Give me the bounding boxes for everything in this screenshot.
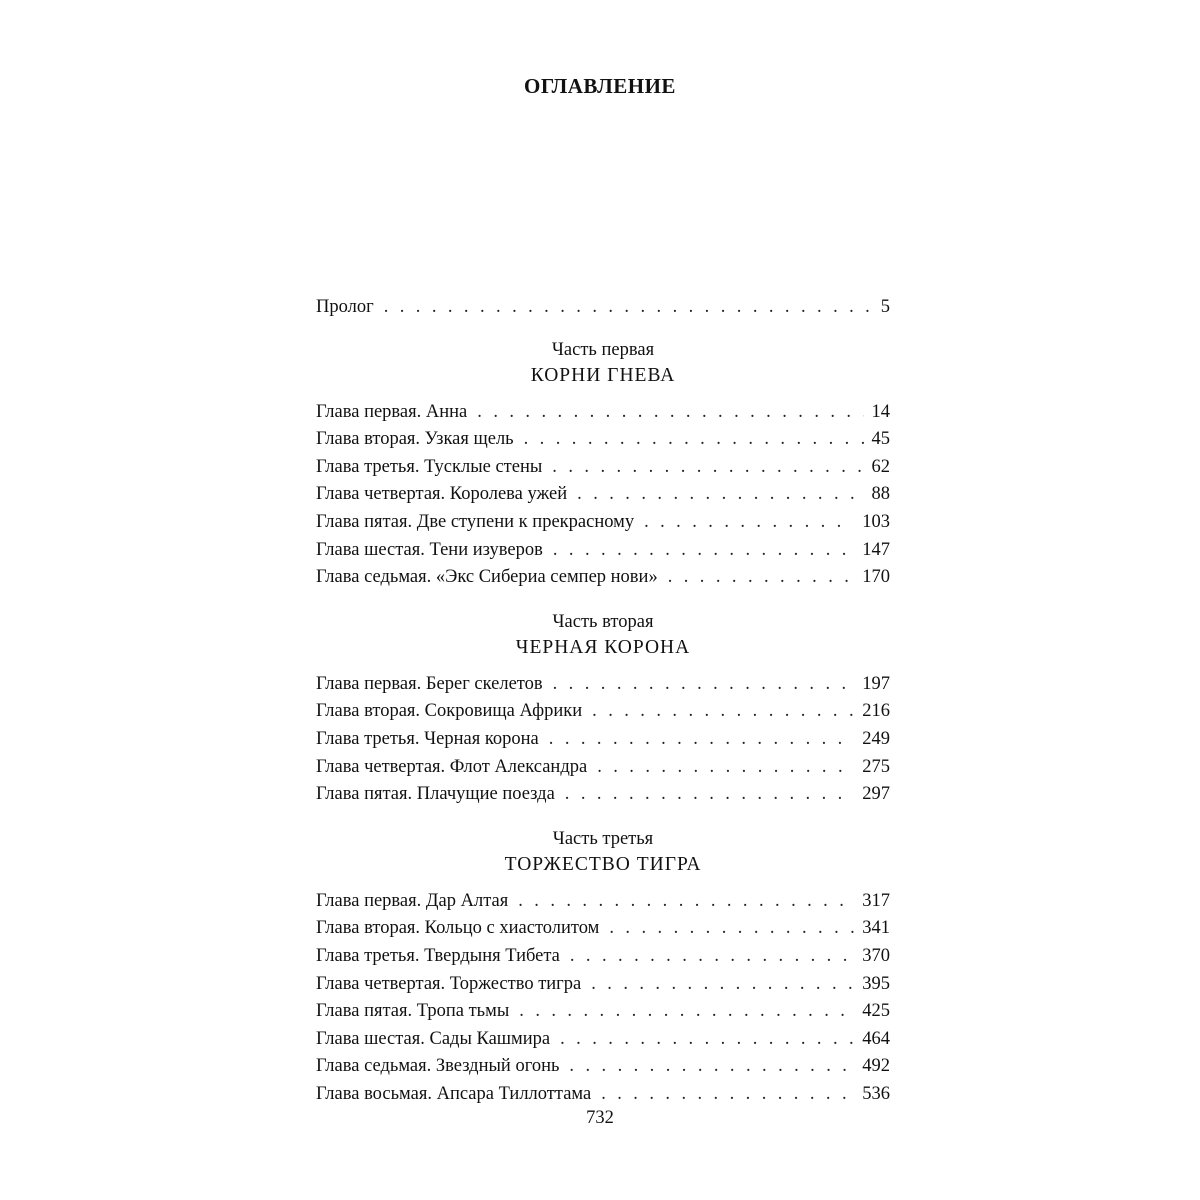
toc-entry-label: Глава седьмая. «Экс Сибериа семпер нови»: [316, 567, 658, 588]
toc-entry-page: 45: [871, 429, 890, 450]
toc-entry-page: 147: [862, 539, 890, 560]
toc-entry-label: Глава восьмая. Апсара Тиллоттама: [316, 1083, 592, 1104]
toc-entry-label: Глава четвертая. Королева ужей: [316, 484, 568, 505]
toc-entry: [316, 698, 890, 726]
dot-leader: [553, 537, 854, 565]
dot-leader: [570, 943, 854, 971]
toc-entry: [316, 998, 890, 1026]
dot-leader: [569, 1053, 854, 1081]
toc-entry: [316, 426, 890, 454]
toc-entry-label: Глава вторая. Узкая щель: [316, 429, 514, 450]
dot-leader: [592, 698, 854, 726]
toc-entry: [316, 971, 890, 999]
toc-entry-label: Глава вторая. Кольцо с хиастолитом: [316, 918, 600, 939]
part-caption: Часть третья: [552, 828, 654, 849]
toc-entry-label: Глава вторая. Сокровища Африки: [316, 701, 583, 722]
dot-leader: [577, 481, 863, 509]
dot-leader: [519, 998, 854, 1026]
toc-entry: [316, 754, 890, 782]
toc-entry-page: 88: [871, 484, 890, 505]
toc-entry: [316, 564, 890, 592]
toc-entry: [316, 399, 890, 427]
toc-entry: [316, 671, 890, 699]
dot-leader: [524, 426, 864, 454]
toc-entry-label: Глава шестая. Сады Кашмира: [316, 1028, 551, 1049]
toc-entry-page: 170: [862, 567, 890, 588]
dot-leader: [597, 754, 854, 782]
toc-entry-page: 492: [862, 1056, 890, 1077]
toc-entry-page: 249: [862, 728, 890, 749]
toc-entry-page: 370: [862, 945, 890, 966]
dot-leader: [565, 781, 854, 809]
toc-entry-label: Глава пятая. Тропа тьмы: [316, 1001, 510, 1022]
toc-entry-label: Глава третья. Черная корона: [316, 728, 539, 749]
part-heading: [316, 826, 890, 878]
toc-entry-page: 275: [862, 756, 890, 777]
toc-entry-page: 197: [862, 673, 890, 694]
toc-entry-label: Глава пятая. Плачущие поезда: [316, 784, 555, 805]
toc-entry-label: Глава первая. Берег скелетов: [316, 673, 543, 694]
dot-leader: [601, 1081, 854, 1109]
table-of-contents: [316, 294, 890, 1108]
part-caption: Часть первая: [551, 339, 655, 360]
toc-entry-page: 425: [862, 1001, 890, 1022]
dot-leader: [549, 726, 854, 754]
part-title: ТОРЖЕСТВО ТИГРА: [504, 853, 702, 875]
toc-entry: [316, 509, 890, 537]
toc-entry-page: 14: [871, 401, 890, 422]
part-title: ЧЕРНАЯ КОРОНА: [515, 636, 691, 658]
toc-entry: [316, 915, 890, 943]
toc-entry: [316, 481, 890, 509]
toc-entry-label: Глава четвертая. Флот Александра: [316, 756, 588, 777]
dot-leader: [518, 888, 854, 916]
toc-entry-label: Пролог: [316, 297, 374, 317]
toc-entry-page: 464: [862, 1028, 890, 1049]
toc-entry: [316, 537, 890, 565]
toc-entry: [316, 726, 890, 754]
toc-entry: [316, 1081, 890, 1109]
dot-leader: [384, 294, 873, 322]
toc-entry-label: Глава третья. Тусклые стены: [316, 456, 543, 477]
toc-entry-label: Глава седьмая. Звездный огонь: [316, 1056, 560, 1077]
dot-leader: [477, 399, 863, 427]
toc-entry-page: 62: [871, 456, 890, 477]
dot-leader: [644, 509, 854, 537]
page-number: 732: [586, 1108, 614, 1128]
toc-entry-page: 536: [862, 1083, 890, 1104]
part-caption: Часть вторая: [552, 611, 654, 632]
page-title: ОГЛАВЛЕНИЕ: [524, 74, 676, 98]
toc-entry-page: 5: [880, 297, 890, 317]
toc-entry: [316, 1026, 890, 1054]
toc-entry-label: Глава четвертая. Торжество тигра: [316, 973, 582, 994]
dot-leader: [609, 915, 854, 943]
toc-entry-label: Глава шестая. Тени изуверов: [316, 539, 543, 560]
toc-entry-label: Глава первая. Дар Алтая: [316, 890, 509, 911]
part-heading: [316, 609, 890, 661]
toc-entry-label: Глава пятая. Две ступени к прекрасному: [316, 511, 635, 532]
part-title: КОРНИ ГНЕВА: [530, 364, 676, 386]
toc-entry: [316, 454, 890, 482]
toc-entry-page: 395: [862, 973, 890, 994]
toc-entry-page: 103: [862, 511, 890, 532]
toc-entry: [316, 943, 890, 971]
dot-leader: [552, 454, 863, 482]
toc-entry-page: 216: [862, 701, 890, 722]
toc-entry-page: 297: [862, 784, 890, 805]
toc-entry-label: Глава третья. Твердыня Тибета: [316, 945, 560, 966]
dot-leader: [591, 971, 854, 999]
dot-leader: [668, 564, 855, 592]
toc-entry-prologue: [316, 294, 890, 322]
toc-entry: [316, 1053, 890, 1081]
toc-entry-label: Глава первая. Анна: [316, 401, 468, 422]
part-heading: [316, 337, 890, 389]
dot-leader: [560, 1026, 854, 1054]
toc-entry-page: 317: [862, 890, 890, 911]
dot-leader: [553, 671, 855, 699]
toc-entry: [316, 888, 890, 916]
toc-entry: [316, 781, 890, 809]
toc-entry-page: 341: [862, 918, 890, 939]
